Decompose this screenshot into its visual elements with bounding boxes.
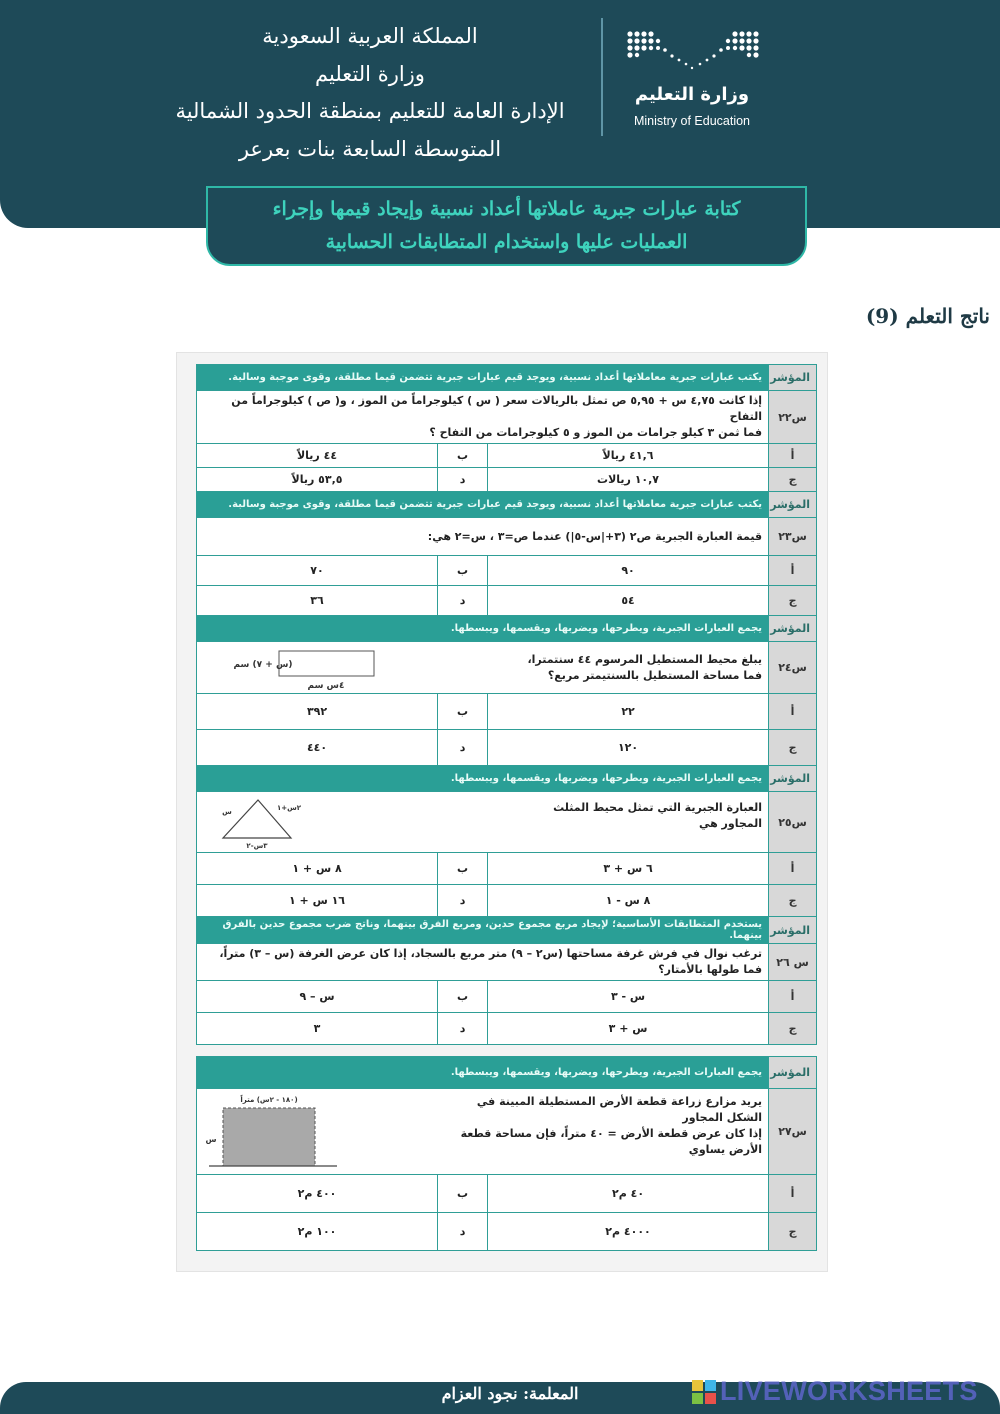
question-text [197,792,769,853]
choice-b[interactable]: س – ٩ [197,981,438,1013]
question-row [197,792,817,853]
choice-row [197,444,817,468]
choice-row [197,556,817,586]
choice-row [197,586,817,616]
learning-outcome-title: ناتج التعلم (9) [865,304,990,328]
ministry-logo [622,26,762,134]
school-name-line: المتوسطة السابعة بنات بعرعر [238,136,502,161]
choice-c[interactable]: س + ٣ [488,1013,769,1045]
question-line: يريد مزارع زراعة قطعة الأرض المستطيلة المبينة في الشكل المجاور [476,1094,763,1124]
indicator-label: المؤشر [769,616,817,642]
choice-d[interactable]: ١٠٠ م٢ [197,1213,438,1251]
choice-c[interactable]: ٤٠٠٠ م٢ [488,1213,769,1251]
liveworksheets-logo-icon [692,1380,716,1404]
question-line: إذا كانت ٤,٧٥ س + ٥,٩٥ ص تمثل بالريالات سعر ( س ) كيلوجراماً من الموز ، و( ص ) كيلوجراماً من التفاح [231,394,763,423]
choice-a[interactable]: ٢٢ [488,694,769,730]
choice-d[interactable]: ٥٣,٥ ريالاً [197,468,438,492]
choice-label-a: أ [769,1175,817,1213]
choice-label-c: ج [769,1213,817,1251]
rect-side-label: (س + ٧) سم [233,659,293,670]
plot-top-label: (١٨٠ - ٢س) متراً [240,1095,298,1104]
indicator-row [197,492,817,518]
indicator-row [197,616,817,642]
indicator-label: المؤشر [769,492,817,518]
choice-label-b: ب [438,556,488,586]
choice-a[interactable]: ٤٠ م٢ [488,1175,769,1213]
choice-a[interactable]: س - ٣ [488,981,769,1013]
question-line: إذا كان عرض قطعة الأرض = ٤٠ متراً، فإن مساحة قطعة الأرض يساوي [460,1126,763,1156]
indicator-row [197,917,817,944]
choice-label-d: د [438,730,488,766]
question-text [197,642,769,694]
question-line: فما مساحة المستطيل بالسنتيمتر مربع؟ [547,668,763,682]
indicator-row [197,365,817,391]
question-number: س٢٧ [769,1089,817,1175]
liveworksheets-text: LIVEWORKSHEETS [720,1376,978,1406]
ministry-name-ar: وزارة التعليم [634,84,750,105]
indicator-text: يجمع العبارات الجبرية، ويطرحها، ويضربها، ويقسمها، ويبسطها. [197,1057,769,1089]
indicator-text: يجمع العبارات الجبرية، ويطرحها، ويضربها، ويقسمها، ويبسطها. [197,766,769,792]
choice-label-c: ج [769,468,817,492]
choice-d[interactable]: ١٦ س + ١ [197,885,438,917]
lesson-title-box [206,186,807,266]
choice-d[interactable]: ٤٤٠ [197,730,438,766]
question-text [197,391,769,444]
indicator-label: المؤشر [769,766,817,792]
question-text [197,1089,769,1175]
country-line: المملكة العربية السعودية [262,24,478,48]
choice-label-c: ج [769,730,817,766]
choice-c[interactable]: ١٢٠ [488,730,769,766]
choice-label-b: ب [438,1175,488,1213]
indicator-label: المؤشر [769,365,817,391]
indicator-text: يكتب عبارات جبرية معاملاتها أعداد نسبية، ويوجد قيم عبارات جبرية تتضمن قيما مطلقة، وقوى موجبة وسالبة. [197,492,769,518]
choice-row [197,694,817,730]
question-line: قيمة العبارة الجبرية ص٢ (٣+|س-٥|) عندما ص=٣ ، س=٢ هي: [197,518,769,556]
choice-row [197,885,817,917]
question-body [442,1092,762,1158]
choice-c[interactable]: ٥٤ [488,586,769,616]
triangle-left-label: س [222,808,232,816]
choice-label-c: ج [769,885,817,917]
ministry-line: وزارة التعليم [315,61,425,86]
choice-label-a: أ [769,556,817,586]
question-line: فما ثمن ٣ كيلو جرامات من الموز و ٥ كيلوجرامات من التفاح ؟ [429,426,763,439]
question-row [197,391,817,444]
lesson-title-line-2: العمليات عليها واستخدام المتطابقات الحسابية [325,231,688,253]
header-divider [601,18,603,136]
question-number: س ٢٦ [769,944,817,981]
ministry-name-en: Ministry of Education [633,114,751,128]
indicator-text: يستخدم المتطابقات الأساسية؛ لإيجاد مربع مجموع حدين، ومربع الفرق بينهما، وناتج ضرب مجموع حدين بالفرق بينهما. [197,917,769,944]
triangle-bottom-label: ٣س-٢ [246,842,268,850]
choice-row [197,1175,817,1213]
question-row [197,518,817,556]
choice-b[interactable]: ٣٩٢ [197,694,438,730]
choice-label-a: أ [769,444,817,468]
question-number: س٢٢ [769,391,817,444]
choice-row [197,730,817,766]
choice-a[interactable]: ٤١,٦ ريالاً [488,444,769,468]
choice-c[interactable]: ٨ س - ١ [488,885,769,917]
choice-row [197,468,817,492]
directorate-line: الإدارة العامة للتعليم بمنطقة الحدود الشمالية [175,99,565,123]
choice-b[interactable]: ٨ س + ١ [197,853,438,885]
choice-label-d: د [438,586,488,616]
choice-label-b: ب [438,981,488,1013]
choice-c[interactable]: ١٠,٧ ريالات [488,468,769,492]
question-number: س٢٤ [769,642,817,694]
choice-label-d: د [438,468,488,492]
choice-label-c: ج [769,586,817,616]
rectangle-figure [203,645,393,691]
choice-row [197,853,817,885]
question-line: يبلغ محيط المستطيل المرسوم ٤٤ سنتمترا، [527,652,763,666]
indicator-row [197,766,817,792]
choice-b[interactable]: ٤٤ ريالاً [197,444,438,468]
choice-row [197,1013,817,1045]
question-row [197,944,817,981]
choice-a[interactable]: ٩٠ [488,556,769,586]
plot-side-label: س [205,1134,217,1144]
indicator-label: المؤشر [769,1057,817,1089]
choice-label-c: ج [769,1013,817,1045]
choice-row [197,981,817,1013]
indicator-label: المؤشر [769,917,817,944]
ministry-dots-icon [622,26,762,78]
question-body [502,652,762,684]
teacher-name: المعلمة: نجود العزام [441,1384,579,1403]
question-line: ترغب نوال في فرش غرفة مساحتها (س٢ – ٩) متر مربع بالسجاد، إذا كان عرض الغرفة (س – ٣) متراً، فما طولها بالأمتار؟ [197,944,769,981]
school-info [150,18,590,168]
question-row [197,1089,817,1175]
questions-table [196,364,817,1045]
question-number: س٢٣ [769,518,817,556]
question-row [197,642,817,694]
choice-a[interactable]: ٦ س + ٣ [488,853,769,885]
questions-table-2 [196,1056,817,1251]
indicator-text: يجمع العبارات الجبرية، ويطرحها، ويضربها، ويقسمها، ويبسطها. [197,616,769,642]
choice-label-b: ب [438,853,488,885]
indicator-row [197,1057,817,1089]
indicator-text: يكتب عبارات جبرية معاملاتها أعداد نسبية، ويوجد قيم عبارات جبرية تتضمن قيما مطلقة، وقوى موجبة وسالبة. [197,365,769,391]
choice-row [197,1213,817,1251]
choice-d[interactable]: ٣ [197,1013,438,1045]
triangle-right-label: ٢س+١ [276,804,302,812]
choice-b[interactable]: ٤٠٠ م٢ [197,1175,438,1213]
choice-label-a: أ [769,694,817,730]
question-line: العبارة الجبرية التي تمثل محيط المثلث المجاور هي [553,801,763,830]
choice-label-a: أ [769,853,817,885]
rect-bottom-label: ٤س سم [307,680,345,691]
choice-label-a: أ [769,981,817,1013]
land-plot-figure [203,1092,353,1172]
triangle-figure [203,794,343,850]
choice-label-d: د [438,1013,488,1045]
lesson-title-line-1: كتابة عبارات جبرية عاملاتها أعداد نسبية وإيجاد قيمها وإجراء [272,198,741,220]
choice-b[interactable]: ٧٠ [197,556,438,586]
question-number: س٢٥ [769,792,817,853]
choice-label-d: د [438,1213,488,1251]
liveworksheets-watermark [692,1376,992,1406]
choice-label-b: ب [438,694,488,730]
choice-label-d: د [438,885,488,917]
choice-label-b: ب [438,444,488,468]
choice-d[interactable]: ٣٦ [197,586,438,616]
